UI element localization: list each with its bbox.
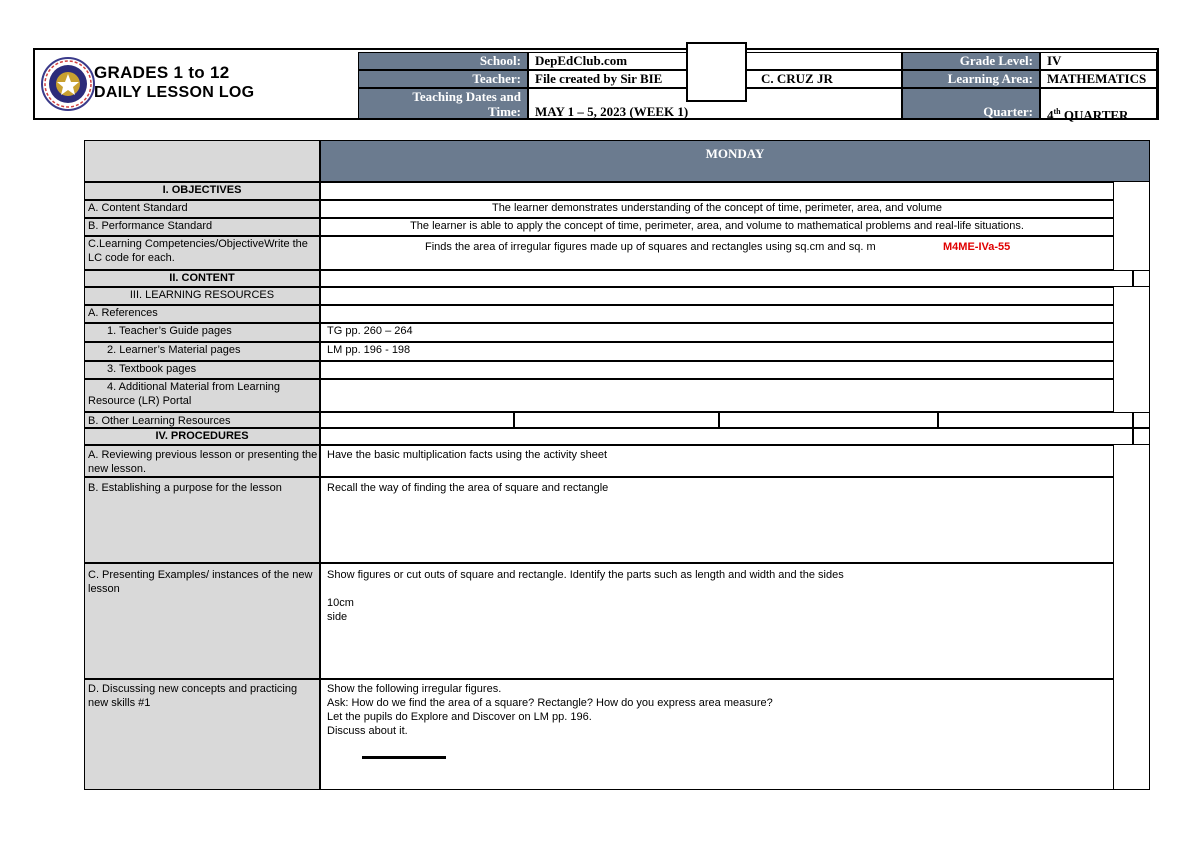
school-label: School: (358, 52, 528, 70)
references-label: A. References (84, 305, 320, 323)
proc-a: Have the basic multiplication facts using the activity sheet (320, 445, 1114, 477)
lm-label: 2. Learner’s Material pages (84, 342, 320, 361)
quarter-sup: th (1053, 107, 1061, 116)
lm-value: LM pp. 196 - 198 (320, 342, 1114, 361)
content-blank (320, 270, 1133, 287)
teacher-value-head: File created by Sir BIE (535, 71, 663, 86)
tg-label: 1. Teacher’s Guide pages (84, 323, 320, 342)
deped-seal-icon (40, 52, 96, 116)
title-line-1: GRADES 1 to 12 (94, 63, 230, 82)
proc-d-line3: Let the pupils do Explore and Discover on LM pp. 196. (327, 711, 592, 723)
quarter-num: 4 (1047, 107, 1054, 123)
proc-d-line2: Ask: How do we find the area of a square? Rectangle? How do you express area measure? (327, 697, 773, 709)
references-blank (320, 305, 1114, 323)
teacher-label: Teacher: (358, 70, 528, 88)
content-heading: II. CONTENT (84, 270, 320, 287)
proc-a-label: A. Reviewing previous lesson or presenting the new lesson. (84, 445, 320, 477)
school-value: DepEdClub.com (528, 52, 902, 70)
dates-value: MAY 1 – 5, 2023 (WEEK 1) (528, 88, 902, 119)
day-header: MONDAY (320, 140, 1150, 182)
grade-label: Grade Level: (902, 52, 1040, 70)
other-blank-5 (1133, 412, 1150, 428)
dates-label-line2: Time: (488, 104, 521, 119)
additional-blank (320, 379, 1114, 412)
performance-standard: The learner is able to apply the concept of time, perimeter, area, and volume to mathematical problems and real-life situations. (320, 218, 1114, 236)
area-value: MATHEMATICS (1040, 70, 1157, 88)
competencies: Finds the area of irregular figures made up of squares and rectangles using sq.cm and sq. m (425, 241, 876, 253)
proc-d-label: D. Discussing new concepts and practicing new skills #1 (84, 679, 320, 790)
proc-c-line1: Show figures or cut outs of square and rectangle. Identify the parts such as length and width and the sides (327, 569, 844, 581)
quarter-value (1040, 88, 1157, 123)
objectives-blank (320, 182, 1114, 200)
head-blank (84, 140, 320, 182)
quarter-word: QUARTER (1060, 107, 1129, 123)
grade-value: IV (1040, 52, 1157, 70)
procedures-blank (320, 428, 1133, 445)
content-blank-end (1133, 270, 1150, 287)
other-blank-4 (938, 412, 1133, 428)
figure-line (362, 756, 446, 759)
additional-label (84, 379, 320, 412)
proc-c-line3: side (327, 611, 348, 623)
area-label: Learning Area: (902, 70, 1040, 88)
proc-c-label: C. Presenting Examples/ instances of the new lesson (84, 563, 320, 679)
proc-c-line2: 10cm (327, 597, 354, 609)
overlay-box (686, 42, 747, 102)
textbook-blank (320, 361, 1114, 379)
other-resources-label: B. Other Learning Resources (84, 412, 320, 428)
procedures-blank-end (1133, 428, 1150, 445)
additional-label-text: 4. Additional Material from Learning Resource (LR) Portal (88, 381, 281, 407)
lc-code: M4ME-IVa-55 (943, 241, 1011, 253)
dates-label-line1: Teaching Dates and (412, 89, 521, 104)
proc-d-line4: Discuss about it. (327, 725, 408, 737)
content-standard-label: A. Content Standard (84, 200, 320, 218)
teacher-value-tail: C. CRUZ JR (761, 71, 833, 86)
performance-standard-label: B. Performance Standard (84, 218, 320, 236)
proc-c (320, 563, 1114, 679)
other-blank-2 (514, 412, 719, 428)
competencies-label: C.Learning Competencies/ObjectiveWrite the LC code for each. (84, 236, 320, 270)
title-line-2: DAILY LESSON LOG (94, 84, 255, 101)
competencies-cell (320, 236, 1114, 270)
proc-b: Recall the way of finding the area of square and rectangle (320, 477, 1114, 563)
resources-blank (320, 287, 1114, 305)
proc-d-line1: Show the following irregular figures. (327, 683, 502, 695)
objectives-heading: I. OBJECTIVES (84, 182, 320, 200)
proc-b-label: B. Establishing a purpose for the lesson (84, 477, 320, 563)
other-blank-3 (719, 412, 938, 428)
proc-d (320, 679, 1114, 790)
textbook-label: 3. Textbook pages (84, 361, 320, 379)
procedures-heading: IV. PROCEDURES (84, 428, 320, 445)
quarter-label: Quarter: (902, 88, 1040, 119)
content-standard: The learner demonstrates understanding of the concept of time, perimeter, area, and volume (320, 200, 1114, 218)
other-blank-1 (320, 412, 514, 428)
resources-heading: III. LEARNING RESOURCES (84, 287, 320, 305)
tg-value: TG pp. 260 – 264 (320, 323, 1114, 342)
dates-label (358, 88, 528, 119)
